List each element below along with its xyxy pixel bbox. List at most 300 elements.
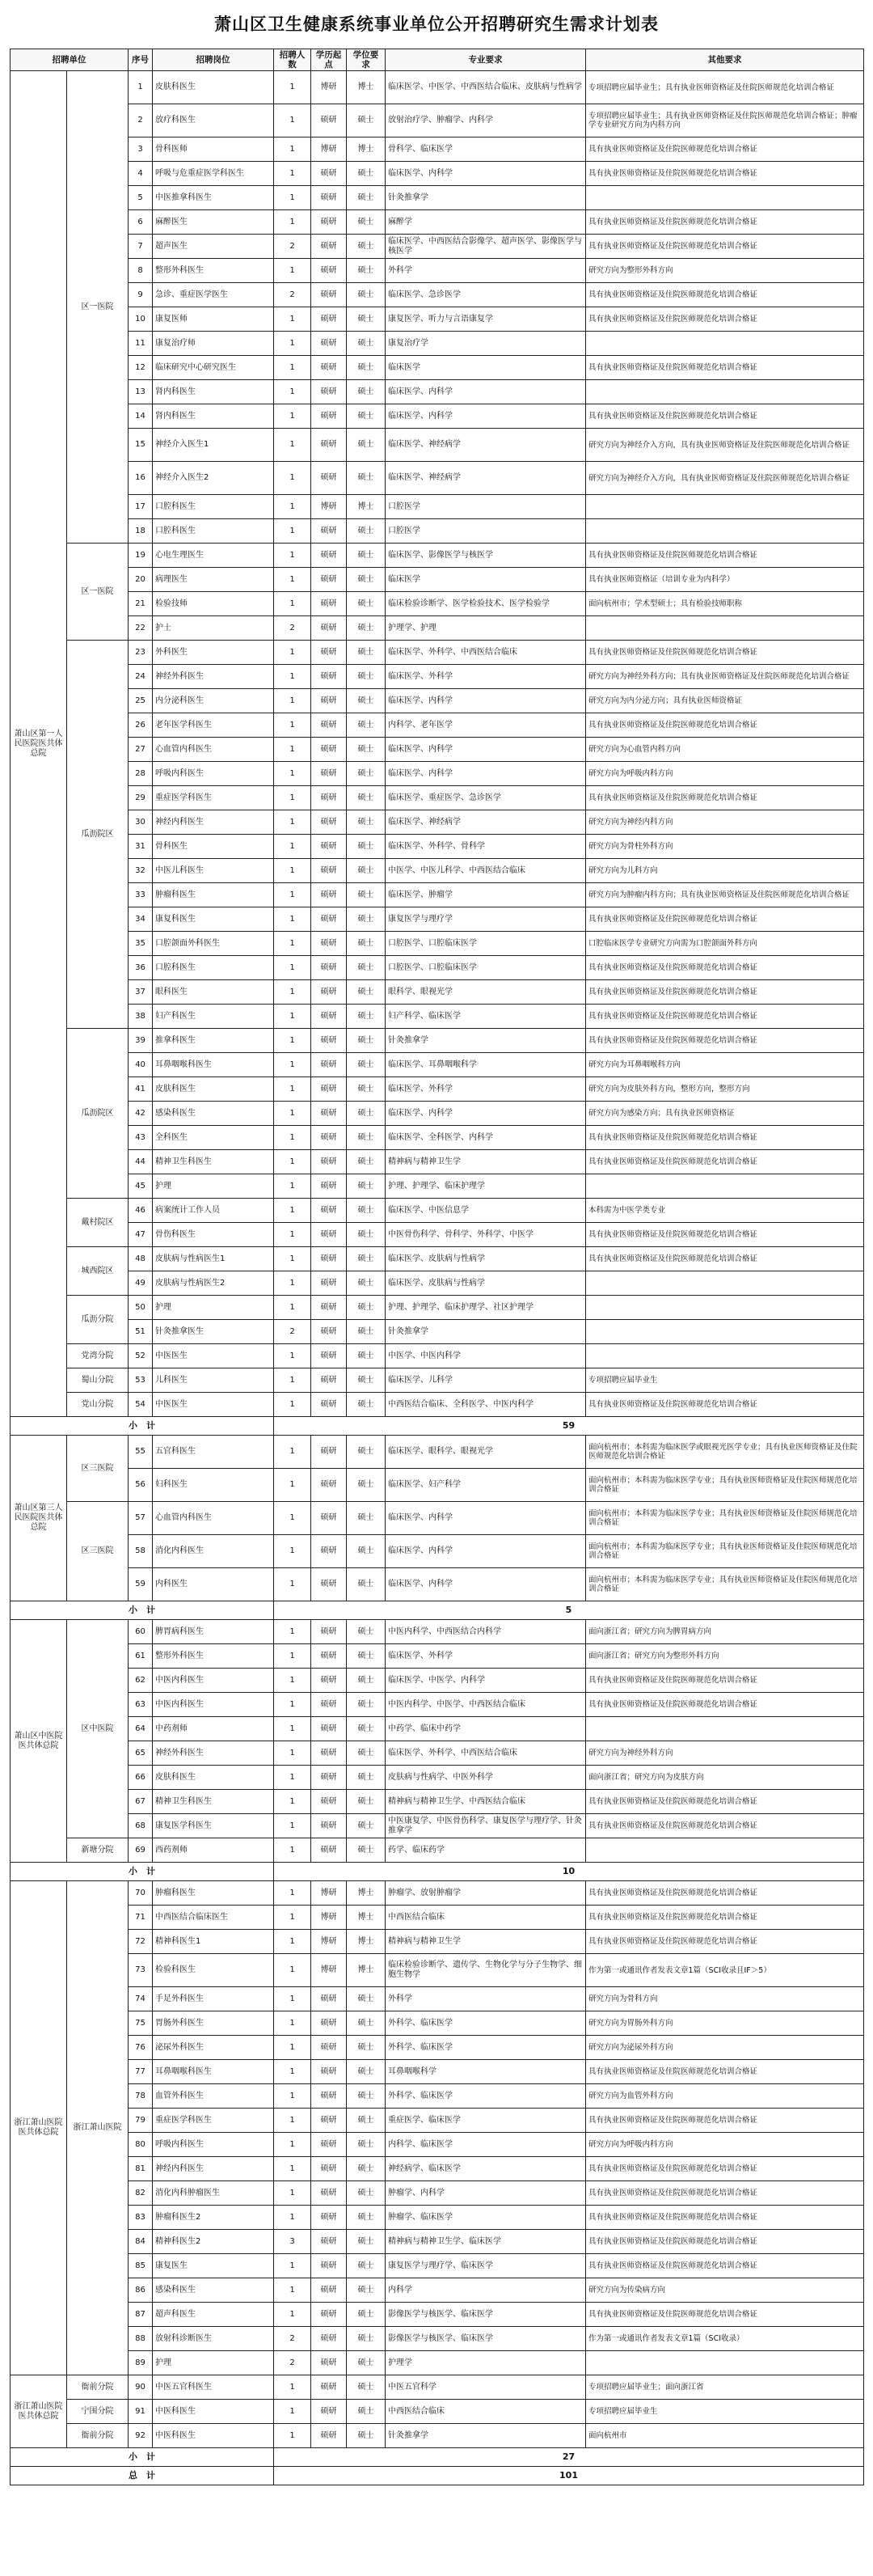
position-name: 儿科医生 (153, 1368, 274, 1393)
other-requirement (586, 2351, 864, 2375)
headcount: 1 (274, 1296, 311, 1320)
row-number: 59 (129, 1568, 153, 1601)
major-requirement: 药学、临床药学 (386, 1838, 586, 1863)
headcount: 1 (274, 71, 311, 104)
table-row (11, 2254, 864, 2278)
education: 硕研 (311, 1247, 347, 1271)
degree: 硕士 (347, 1368, 386, 1393)
table-row (11, 2036, 864, 2060)
table-row (11, 544, 864, 568)
education: 博研 (311, 1930, 347, 1954)
table-row (11, 1296, 864, 1320)
position-name: 耳鼻咽喉科医生 (153, 2060, 274, 2084)
major-requirement: 妇产科学、临床医学 (386, 1005, 586, 1029)
education: 硕研 (311, 2157, 347, 2181)
headcount: 1 (274, 835, 311, 859)
row-number: 69 (129, 1838, 153, 1863)
row-number: 24 (129, 665, 153, 689)
major-requirement: 神经病学、临床医学 (386, 2157, 586, 2181)
major-requirement: 眼科学、眼视光学 (386, 980, 586, 1005)
row-number: 74 (129, 1987, 153, 2011)
headcount: 1 (274, 210, 311, 235)
degree: 硕士 (347, 1838, 386, 1863)
position-name: 麻醉医生 (153, 210, 274, 235)
headcount: 1 (274, 186, 311, 210)
row-number: 86 (129, 2278, 153, 2303)
row-number: 30 (129, 810, 153, 835)
row-number: 22 (129, 616, 153, 641)
headcount: 1 (274, 307, 311, 332)
headcount: 1 (274, 1077, 311, 1102)
degree: 硕士 (347, 1987, 386, 2011)
education: 硕研 (311, 1344, 347, 1368)
headcount: 1 (274, 1502, 311, 1535)
other-requirement: 具有执业医师资格证及住院医师规范化培训合格证 (586, 2157, 864, 2181)
table-row (11, 2351, 864, 2375)
position-name: 脾胃病科医生 (153, 1620, 274, 1644)
position-name: 皮肤科医生 (153, 1077, 274, 1102)
table-row (11, 210, 864, 235)
education: 博研 (311, 137, 347, 162)
sub-unit-name: 城西院区 (67, 1247, 129, 1296)
row-number: 62 (129, 1669, 153, 1693)
other-requirement: 具有执业医师资格证及住院医师规范化培训合格证 (586, 1126, 864, 1150)
headcount: 1 (274, 544, 311, 568)
education: 硕研 (311, 307, 347, 332)
headcount: 1 (274, 980, 311, 1005)
headcount: 1 (274, 1029, 311, 1053)
other-requirement: 面向杭州市；本科需为临床医学专业；具有执业医师资格证及住院医师规范化培训合格证 (586, 1568, 864, 1601)
position-name: 中医内科医生 (153, 1669, 274, 1693)
degree: 硕士 (347, 1717, 386, 1741)
degree: 硕士 (347, 1150, 386, 1174)
row-number: 5 (129, 186, 153, 210)
degree: 硕士 (347, 665, 386, 689)
table-row (11, 1368, 864, 1393)
other-requirement (586, 1838, 864, 1863)
degree: 硕士 (347, 1436, 386, 1469)
degree: 硕士 (347, 2278, 386, 2303)
headcount: 1 (274, 104, 311, 137)
education: 硕研 (311, 786, 347, 810)
other-requirement (586, 1320, 864, 1344)
major-requirement: 骨科学、临床医学 (386, 137, 586, 162)
headcount: 1 (274, 956, 311, 980)
major-requirement: 临床医学、全科医学、内科学 (386, 1126, 586, 1150)
major-requirement: 口腔医学、口腔临床医学 (386, 956, 586, 980)
other-requirement: 具有执业医师资格证及住院医师规范化培训合格证 (586, 1693, 864, 1717)
headcount: 1 (274, 1669, 311, 1693)
position-name: 心电生理医生 (153, 544, 274, 568)
headcount: 1 (274, 932, 311, 956)
page-title: 萧山区卫生健康系统事业单位公开招聘研究生需求计划表 (214, 15, 659, 34)
major-requirement: 临床医学、皮肤病与性病学 (386, 1247, 586, 1271)
major-requirement: 临床医学、儿科学 (386, 1368, 586, 1393)
table-header-row (11, 49, 864, 71)
major-requirement: 外科学、临床医学 (386, 2036, 586, 2060)
table-row (11, 1102, 864, 1126)
grand-total-value: 101 (274, 2467, 864, 2485)
row-number: 31 (129, 835, 153, 859)
headcount: 2 (274, 2351, 311, 2375)
other-requirement: 具有执业医师资格证及住院医师规范化培训合格证 (586, 1150, 864, 1174)
headcount: 1 (274, 1199, 311, 1223)
headcount: 1 (274, 2157, 311, 2181)
table-row (11, 1271, 864, 1296)
row-number: 89 (129, 2351, 153, 2375)
position-name: 临床研究中心研究医生 (153, 356, 274, 380)
degree: 博士 (347, 1906, 386, 1930)
other-requirement: 具有执业医师资格证及住院医师规范化培训合格证 (586, 1669, 864, 1693)
other-requirement: 专项招聘应届毕业生；面向浙江省 (586, 2375, 864, 2400)
other-requirement: 研究方向为儿科方向 (586, 859, 864, 883)
education: 硕研 (311, 932, 347, 956)
education: 硕研 (311, 2400, 347, 2424)
headcount: 1 (274, 1368, 311, 1393)
degree: 硕士 (347, 2424, 386, 2448)
other-requirement: 具有执业医师资格证及住院医师规范化培训合格证 (586, 1247, 864, 1271)
position-name: 护理 (153, 1174, 274, 1199)
education: 硕研 (311, 1320, 347, 1344)
subtotal-label: 小 计 (11, 1417, 274, 1436)
major-requirement: 临床医学、肿瘤学 (386, 883, 586, 907)
table-row (11, 835, 864, 859)
degree: 硕士 (347, 2109, 386, 2133)
column-header: 学历起点 (311, 49, 347, 71)
education: 硕研 (311, 980, 347, 1005)
table-row (11, 1247, 864, 1271)
education: 硕研 (311, 1502, 347, 1535)
headcount: 1 (274, 519, 311, 544)
table-row (11, 404, 864, 429)
education: 硕研 (311, 859, 347, 883)
table-row (11, 2109, 864, 2133)
table-row (11, 259, 864, 283)
headcount: 1 (274, 1693, 311, 1717)
table-row (11, 907, 864, 932)
position-name: 口腔科医生 (153, 495, 274, 519)
table-row (11, 1502, 864, 1535)
position-name: 中药剂师 (153, 1717, 274, 1741)
headcount: 1 (274, 1126, 311, 1150)
position-name: 西药剂师 (153, 1838, 274, 1863)
headcount: 1 (274, 356, 311, 380)
other-requirement: 研究方向为心血管内科方向 (586, 738, 864, 762)
row-number: 83 (129, 2206, 153, 2230)
headcount: 1 (274, 137, 311, 162)
degree: 硕士 (347, 2206, 386, 2230)
subtotal-row (11, 1417, 864, 1436)
sub-unit-name: 宁围分院 (67, 2400, 129, 2424)
grand-total-row (11, 2467, 864, 2485)
other-requirement: 面向浙江省；研究方向为皮肤方向 (586, 1766, 864, 1790)
row-number: 66 (129, 1766, 153, 1790)
education: 硕研 (311, 1644, 347, 1669)
table-row (11, 1620, 864, 1644)
education: 硕研 (311, 1077, 347, 1102)
row-number: 50 (129, 1296, 153, 1320)
major-requirement: 临床医学、中医信息学 (386, 1199, 586, 1223)
other-requirement: 研究方向为神经外科方向 (586, 1741, 864, 1766)
major-requirement: 外科学 (386, 259, 586, 283)
row-number: 42 (129, 1102, 153, 1126)
degree: 硕士 (347, 1790, 386, 1814)
position-name: 康复医生 (153, 2254, 274, 2278)
degree: 硕士 (347, 380, 386, 404)
position-name: 全科医生 (153, 1126, 274, 1150)
major-requirement: 临床医学 (386, 568, 586, 592)
major-requirement: 临床医学、内科学 (386, 689, 586, 713)
degree: 硕士 (347, 1620, 386, 1644)
row-number: 23 (129, 641, 153, 665)
row-number: 87 (129, 2303, 153, 2327)
major-requirement: 临床医学、神经病学 (386, 462, 586, 495)
table-row (11, 1930, 864, 1954)
education: 硕研 (311, 1717, 347, 1741)
row-number: 92 (129, 2424, 153, 2448)
other-requirement: 具有执业医师资格证及住院医师规范化培训合格证 (586, 544, 864, 568)
other-requirement: 面向浙江省；研究方向为脾胃病方向 (586, 1620, 864, 1644)
major-requirement: 康复治疗学 (386, 332, 586, 356)
table-row (11, 162, 864, 186)
other-requirement (586, 1717, 864, 1741)
other-requirement: 作为第一或通讯作者发表文章1篇（SCI收录且IF＞5） (586, 1954, 864, 1987)
headcount: 1 (274, 592, 311, 616)
other-requirement: 具有执业医师资格证及住院医师规范化培训合格证 (586, 2230, 864, 2254)
major-requirement: 重症医学、临床医学 (386, 2109, 586, 2133)
degree: 硕士 (347, 883, 386, 907)
row-number: 78 (129, 2084, 153, 2109)
row-number: 57 (129, 1502, 153, 1535)
headcount: 1 (274, 259, 311, 283)
position-name: 骨科医师 (153, 137, 274, 162)
other-requirement: 面向杭州市；本科需为临床医学专业；具有执业医师资格证及住院医师规范化培训合格证 (586, 1502, 864, 1535)
position-name: 中西医结合临床医生 (153, 1906, 274, 1930)
degree: 硕士 (347, 616, 386, 641)
table-row (11, 810, 864, 835)
other-requirement: 专项招聘应届毕业生；具有执业医师资格证及住院医师规范化培训合格证；肿瘤学专业研究方向为内科方向 (586, 104, 864, 137)
education: 硕研 (311, 810, 347, 835)
degree: 硕士 (347, 762, 386, 786)
degree: 硕士 (347, 2133, 386, 2157)
degree: 硕士 (347, 283, 386, 307)
other-requirement: 具有执业医师资格证及住院医师规范化培训合格证 (586, 1223, 864, 1247)
education: 硕研 (311, 404, 347, 429)
headcount: 1 (274, 2303, 311, 2327)
degree: 硕士 (347, 713, 386, 738)
other-requirement: 研究方向为传染病方向 (586, 2278, 864, 2303)
column-header: 其他要求 (586, 49, 864, 71)
education: 硕研 (311, 235, 347, 259)
table-row (11, 2375, 864, 2400)
major-requirement: 中医学、中医内科学 (386, 1344, 586, 1368)
other-requirement: 具有执业医师资格证及住院医师规范化培训合格证 (586, 2254, 864, 2278)
row-number: 77 (129, 2060, 153, 2084)
degree: 硕士 (347, 1174, 386, 1199)
other-requirement: 具有执业医师资格证及住院医师规范化培训合格证 (586, 2303, 864, 2327)
table-row (11, 1053, 864, 1077)
education: 硕研 (311, 2351, 347, 2375)
major-requirement: 临床医学、神经病学 (386, 429, 586, 462)
position-name: 泌尿外科医生 (153, 2036, 274, 2060)
headcount: 1 (274, 738, 311, 762)
major-requirement: 临床医学、影像医学与核医学 (386, 544, 586, 568)
subtotal-value: 59 (274, 1417, 864, 1436)
education: 硕研 (311, 380, 347, 404)
other-requirement: 具有执业医师资格证及住院医师规范化培训合格证 (586, 307, 864, 332)
headcount: 1 (274, 1223, 311, 1247)
major-requirement: 临床医学、耳鼻咽喉科学 (386, 1053, 586, 1077)
headcount: 1 (274, 1469, 311, 1502)
degree: 硕士 (347, 1344, 386, 1368)
education: 硕研 (311, 1102, 347, 1126)
position-name: 皮肤病与性病医生1 (153, 1247, 274, 1271)
major-requirement: 中药学、临床中药学 (386, 1717, 586, 1741)
major-requirement: 护理学 (386, 2351, 586, 2375)
row-number: 20 (129, 568, 153, 592)
table-row (11, 1741, 864, 1766)
position-name: 中医医生 (153, 1344, 274, 1368)
degree: 硕士 (347, 641, 386, 665)
major-requirement: 临床医学、内科学 (386, 1102, 586, 1126)
table-row (11, 2060, 864, 2084)
unit-name: 萧山区第三人民医院医共体总院 (11, 1436, 67, 1601)
row-number: 47 (129, 1223, 153, 1247)
other-requirement: 具有执业医师资格证及住院医师规范化培训合格证 (586, 1930, 864, 1954)
education: 硕研 (311, 1053, 347, 1077)
other-requirement: 研究方向为胃肠外科方向 (586, 2011, 864, 2036)
education: 硕研 (311, 2424, 347, 2448)
table-row (11, 1838, 864, 1863)
degree: 硕士 (347, 2084, 386, 2109)
position-name: 外科医生 (153, 641, 274, 665)
position-name: 护理 (153, 1296, 274, 1320)
position-name: 肿瘤科医生 (153, 1881, 274, 1906)
row-number: 85 (129, 2254, 153, 2278)
other-requirement: 研究方向为耳鼻咽喉科方向 (586, 1053, 864, 1077)
major-requirement: 影像医学与核医学、临床医学 (386, 2303, 586, 2327)
position-name: 妇科医生 (153, 1469, 274, 1502)
position-name: 心血管内科医生 (153, 738, 274, 762)
other-requirement (586, 1296, 864, 1320)
unit-name: 萧山区中医院医共体总院 (11, 1620, 67, 1863)
position-name: 精神卫生科医生 (153, 1790, 274, 1814)
row-number: 13 (129, 380, 153, 404)
table-row (11, 980, 864, 1005)
other-requirement: 具有执业医师资格证及住院医师规范化培训合格证 (586, 1881, 864, 1906)
row-number: 90 (129, 2375, 153, 2400)
headcount: 1 (274, 859, 311, 883)
position-name: 皮肤科医生 (153, 1766, 274, 1790)
row-number: 27 (129, 738, 153, 762)
table-row (11, 1174, 864, 1199)
headcount: 1 (274, 1102, 311, 1126)
major-requirement: 临床医学、外科学、中西医结合临床 (386, 1741, 586, 1766)
column-header: 序号 (129, 49, 153, 71)
other-requirement: 具有执业医师资格证及住院医师规范化培训合格证 (586, 1029, 864, 1053)
other-requirement (586, 380, 864, 404)
education: 硕研 (311, 2278, 347, 2303)
major-requirement: 临床医学、内科学 (386, 404, 586, 429)
table-row (11, 1669, 864, 1693)
education: 硕研 (311, 2109, 347, 2133)
education: 硕研 (311, 762, 347, 786)
degree: 硕士 (347, 2011, 386, 2036)
position-name: 神经内科医生 (153, 2157, 274, 2181)
major-requirement: 中医五官科学 (386, 2375, 586, 2400)
row-number: 88 (129, 2327, 153, 2351)
major-requirement: 精神病与精神卫生学 (386, 1930, 586, 1954)
headcount: 1 (274, 689, 311, 713)
row-number: 21 (129, 592, 153, 616)
education: 硕研 (311, 2327, 347, 2351)
position-name: 口腔科医生 (153, 956, 274, 980)
sub-unit-name: 区三医院 (67, 1436, 129, 1502)
row-number: 91 (129, 2400, 153, 2424)
position-name: 放射科诊断医生 (153, 2327, 274, 2351)
education: 硕研 (311, 1669, 347, 1693)
major-requirement: 临床医学、中西医结合影像学、超声医学、影像医学与核医学 (386, 235, 586, 259)
headcount: 1 (274, 1344, 311, 1368)
other-requirement: 研究方向为感染方向；具有执业医师资格证 (586, 1102, 864, 1126)
table-row (11, 665, 864, 689)
other-requirement: 研究方向为泌尿外科方向 (586, 2036, 864, 2060)
education: 硕研 (311, 1838, 347, 1863)
degree: 硕士 (347, 2157, 386, 2181)
other-requirement: 面向杭州市；本科需为临床医学或眼视光医学专业；具有执业医师资格证及住院医师规范化培训合格证 (586, 1436, 864, 1469)
table-row (11, 1199, 864, 1223)
education: 硕研 (311, 883, 347, 907)
major-requirement: 临床医学、外科学 (386, 1077, 586, 1102)
table-row (11, 738, 864, 762)
row-number: 48 (129, 1247, 153, 1271)
major-requirement: 临床医学、中医学、中西医结合临床、皮肤病与性病学 (386, 71, 586, 104)
education: 硕研 (311, 665, 347, 689)
position-name: 康复科医生 (153, 907, 274, 932)
position-name: 检验技师 (153, 592, 274, 616)
major-requirement: 临床医学、内科学 (386, 1535, 586, 1568)
position-name: 内分泌科医生 (153, 689, 274, 713)
other-requirement: 面向杭州市 (586, 2424, 864, 2448)
major-requirement: 临床医学、重症医学、急诊医学 (386, 786, 586, 810)
education: 硕研 (311, 1741, 347, 1766)
headcount: 1 (274, 462, 311, 495)
row-number: 41 (129, 1077, 153, 1102)
headcount: 1 (274, 907, 311, 932)
education: 硕研 (311, 2181, 347, 2206)
headcount: 1 (274, 2400, 311, 2424)
other-requirement: 面向杭州市；本科需为临床医学专业；具有执业医师资格证及住院医师规范化培训合格证 (586, 1469, 864, 1502)
major-requirement: 护理、护理学、临床护理学 (386, 1174, 586, 1199)
major-requirement: 外科学 (386, 1987, 586, 2011)
position-name: 消化内科肿瘤医生 (153, 2181, 274, 2206)
position-name: 口腔科医生 (153, 519, 274, 544)
education: 硕研 (311, 2133, 347, 2157)
degree: 硕士 (347, 2254, 386, 2278)
table-row (11, 1150, 864, 1174)
degree: 硕士 (347, 2327, 386, 2351)
education: 硕研 (311, 1223, 347, 1247)
headcount: 1 (274, 2278, 311, 2303)
row-number: 84 (129, 2230, 153, 2254)
table-row (11, 1906, 864, 1930)
position-name: 神经介入医生2 (153, 462, 274, 495)
sub-unit-name: 区三医院 (67, 1502, 129, 1601)
table-row (11, 356, 864, 380)
table-row (11, 429, 864, 462)
row-number: 1 (129, 71, 153, 104)
table-row (11, 786, 864, 810)
